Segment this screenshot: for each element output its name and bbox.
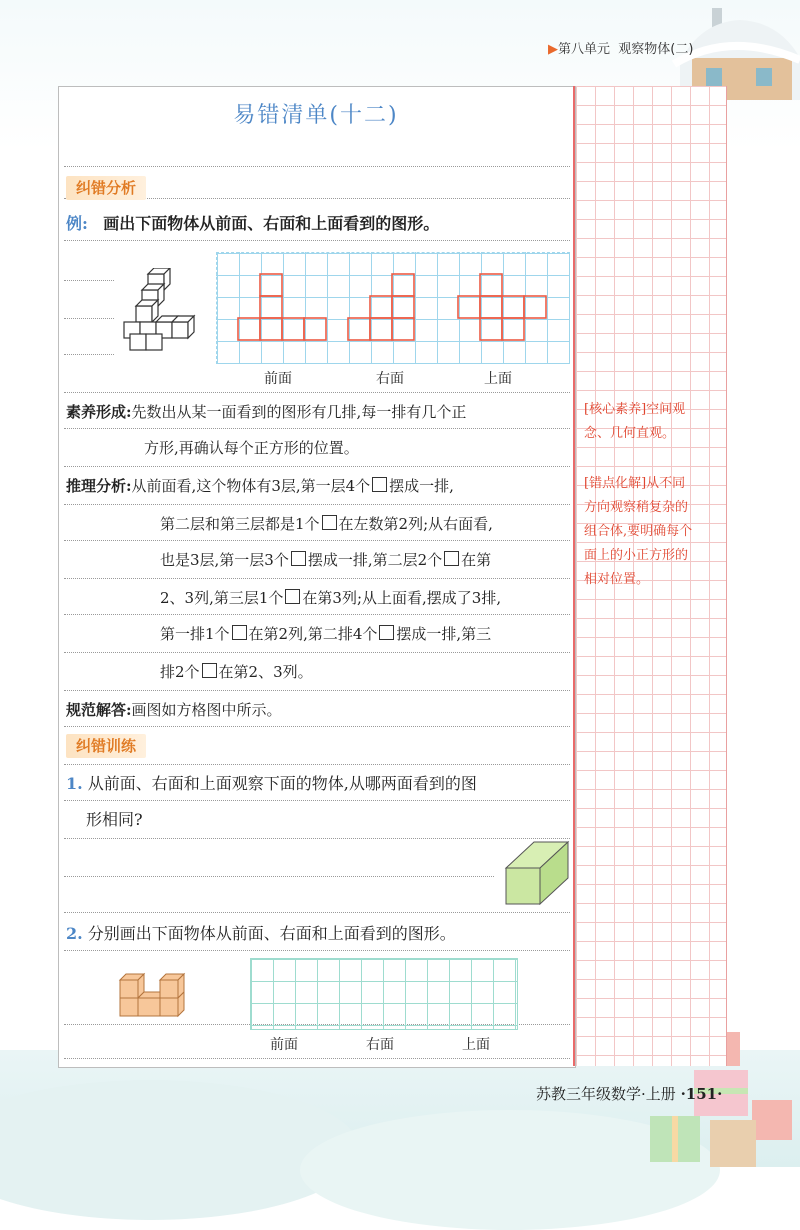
square-icon (202, 663, 217, 678)
literacy-label: 素养形成: (66, 403, 132, 421)
rule-line (64, 876, 494, 877)
square-icon (372, 477, 387, 492)
cuboid-figure (500, 836, 572, 908)
exercise-2-view-right: 右面 (366, 1037, 394, 1053)
example-view-front: 前面 (264, 371, 292, 387)
reasoning-line-5 (160, 624, 491, 644)
answer-line (66, 700, 282, 720)
example-views-drawing (216, 252, 568, 362)
exercise-2-line-1 (66, 924, 456, 944)
square-icon (322, 515, 337, 530)
rule-line (64, 280, 114, 281)
exercise-2-text-1: 分别画出下面物体从前面、右面和上面看到的图形。 (87, 924, 456, 943)
note-error-2: 方向观察稍复杂的 (584, 500, 689, 515)
rule-line (64, 318, 114, 319)
exercise-1-line-1 (66, 774, 477, 794)
note-core-1: [核心素养]空间观 (584, 402, 686, 417)
rule-line (64, 614, 570, 615)
note-error-5: 相对位置。 (584, 572, 650, 587)
literacy-line-1 (66, 402, 466, 422)
rule-line (64, 240, 570, 241)
reasoning-text: 第二层和第三层都是1个 (160, 515, 320, 533)
exercise-2-view-top: 上面 (462, 1037, 490, 1053)
margin-divider (573, 86, 575, 1066)
exercise-2-num: 2. (66, 924, 83, 943)
footer (536, 1083, 722, 1104)
rule-line (64, 652, 570, 653)
example-label: 例: (66, 214, 88, 233)
square-icon (291, 551, 306, 566)
reasoning-line-6 (160, 662, 313, 682)
triangle-marker-icon: ▶ (548, 42, 558, 57)
rule-line (64, 466, 570, 467)
answer-label: 规范解答: (66, 701, 132, 719)
square-icon (285, 589, 300, 604)
rule-line (64, 428, 570, 429)
rule-line (64, 800, 570, 801)
note-error-3: 组合体,要明确每个 (584, 524, 693, 539)
literacy-text-1: 先数出从某一面看到的图形有几排,每一排有几个正 (131, 403, 467, 421)
rule-line (64, 838, 570, 839)
note-error-4: 面上的小正方形的 (584, 548, 689, 563)
unit-tag (548, 38, 693, 57)
reasoning-text: 摆成一排,第三 (396, 625, 492, 643)
reasoning-text: 摆成一排, (389, 477, 454, 495)
exercise-2-view-front: 前面 (270, 1037, 298, 1053)
rule-line (64, 764, 570, 765)
example-question: 画出下面物体从前面、右面和上面看到的图形。 (103, 214, 440, 233)
reasoning-text: 在左数第2列;从右面看, (338, 515, 493, 533)
rule-line (64, 354, 114, 355)
note-core-2: 念、几何直观。 (584, 426, 676, 441)
example-view-top: 上面 (484, 371, 512, 387)
reasoning-text: 排2个 (160, 663, 200, 681)
reasoning-text: 在第 (461, 551, 492, 569)
page-title: 易错清单(十二) (233, 103, 399, 128)
section-analysis: 纠错分析 (66, 176, 146, 200)
square-icon (444, 551, 459, 566)
answer-text: 画图如方格图中所示。 (131, 701, 282, 719)
reasoning-label: 推理分析: (66, 477, 132, 495)
reasoning-text: 在第3列;从上面看,摆成了3排, (302, 589, 502, 607)
page-number: ·151· (680, 1085, 723, 1103)
example-cube-figure (118, 268, 218, 354)
exercise-2-grid[interactable] (250, 958, 518, 1030)
rule-line (64, 690, 570, 691)
rule-line (64, 504, 570, 505)
reasoning-text: 在第2列,第二排4个 (248, 625, 378, 643)
rule-line (64, 392, 570, 393)
rule-line (64, 726, 570, 727)
reasoning-line-1 (66, 476, 454, 496)
literacy-text-2: 方形,再确认每个正方形的位置。 (144, 439, 359, 457)
reasoning-text: 从前面看,这个物体有3层,第一层4个 (131, 477, 371, 495)
reasoning-text: 也是3层,第一层3个 (160, 551, 289, 569)
example-view-right: 右面 (376, 371, 404, 387)
reasoning-text: 2、3列,第三层1个 (160, 589, 284, 607)
rule-line (64, 166, 570, 167)
square-icon (379, 625, 394, 640)
orange-block-figure (116, 970, 192, 1020)
rule-line (64, 912, 570, 913)
note-error-1: [错点化解]从不同 (584, 476, 686, 491)
reasoning-text: 第一排1个 (160, 625, 230, 643)
reasoning-text: 摆成一排,第二层2个 (307, 551, 443, 569)
exercise-1-text-1: 从前面、右面和上面观察下面的物体,从哪两面看到的图 (87, 774, 477, 793)
unit-label: 第八单元 (558, 42, 611, 57)
footer-book: 苏教三年级数学·上册 (536, 1085, 676, 1103)
reasoning-line-2 (160, 514, 493, 534)
rule-line (64, 950, 570, 951)
rule-line (64, 578, 570, 579)
unit-topic: 观察物体(二) (618, 42, 694, 57)
exercise-1-num: 1. (66, 774, 83, 793)
square-icon (232, 625, 247, 640)
section-training: 纠错训练 (66, 734, 146, 758)
exercise-1-text-2: 形相同? (86, 810, 143, 829)
reasoning-line-3 (160, 550, 491, 570)
reasoning-line-4 (160, 588, 501, 608)
example-line (66, 214, 439, 234)
rule-line (64, 540, 570, 541)
reasoning-text: 在第2、3列。 (218, 663, 313, 681)
rule-line (64, 1058, 570, 1059)
